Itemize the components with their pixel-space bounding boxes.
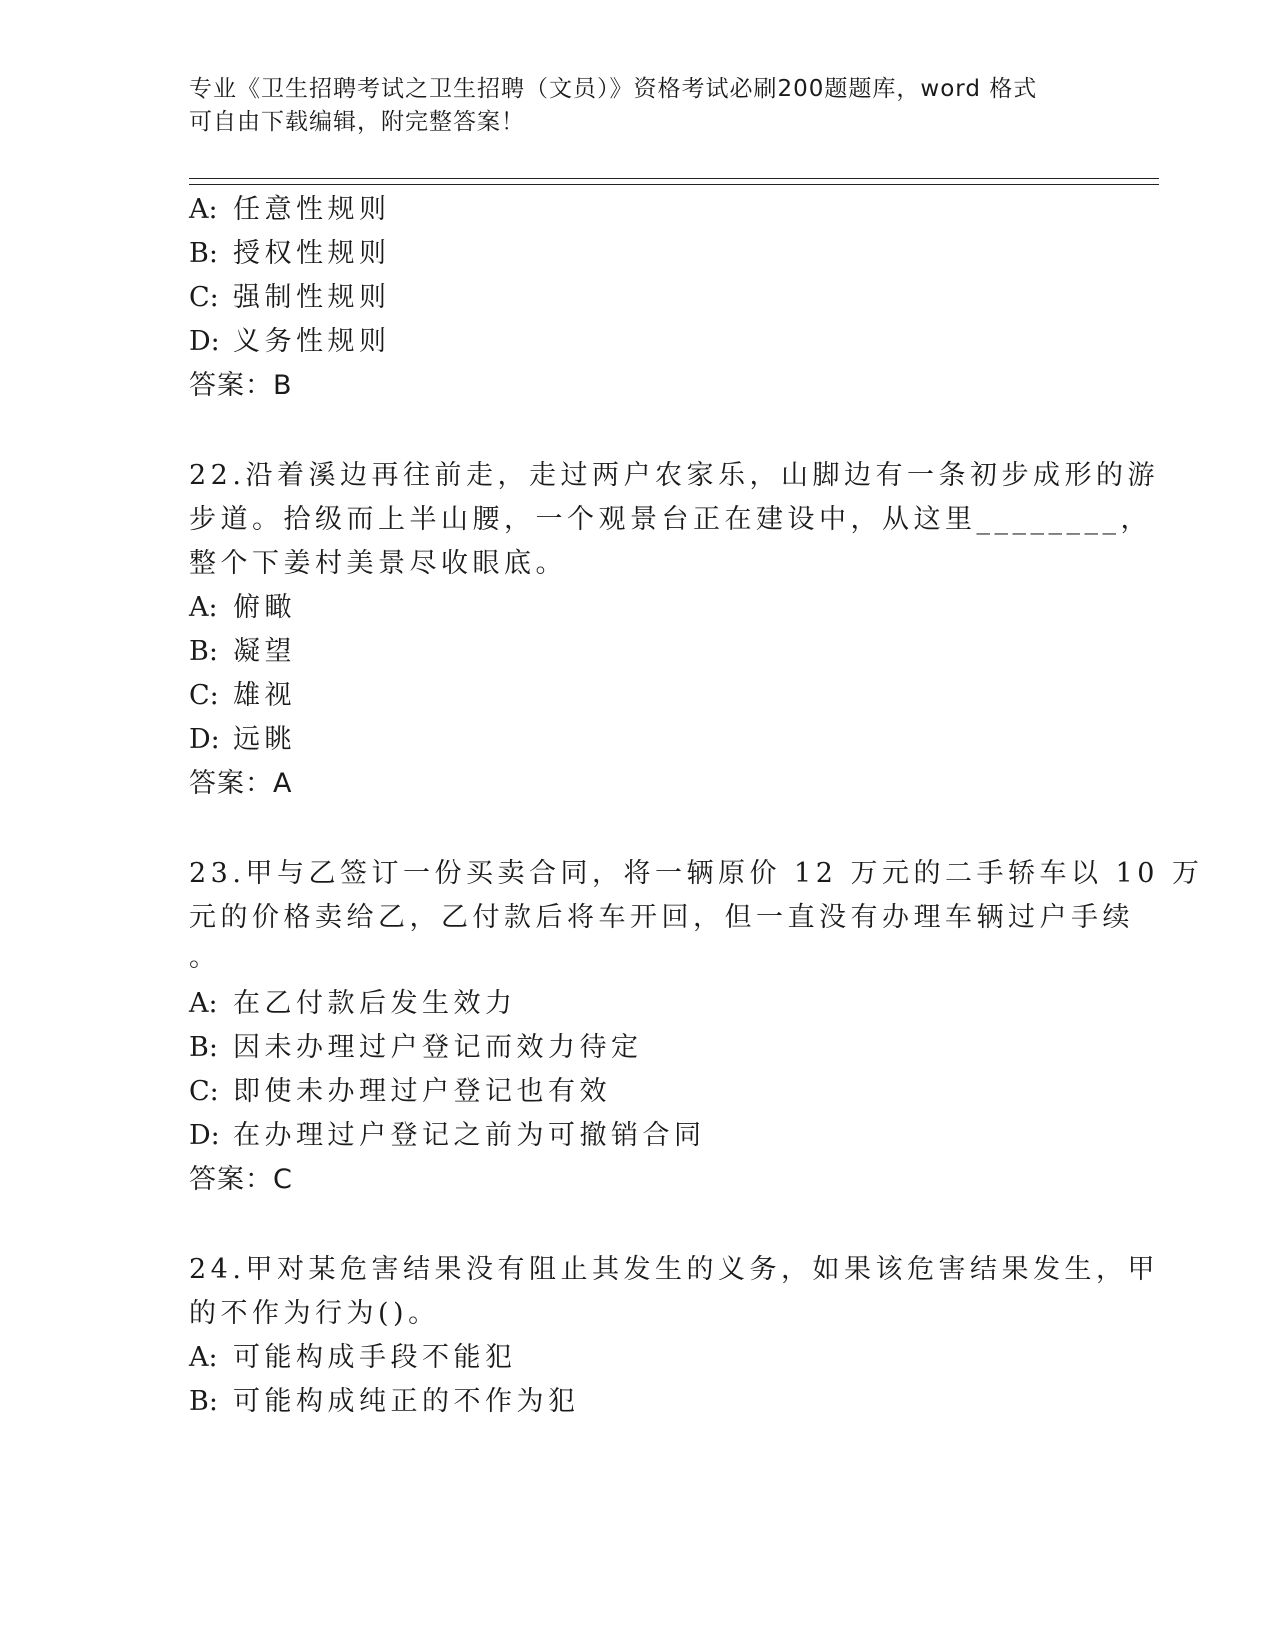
option-text: 雄视: [233, 680, 296, 711]
question-stem-line: 23.甲与乙签订一份买卖合同，将一辆原价 12 万元的二手轿车以 10 万: [189, 858, 1204, 889]
question-stem-line: 的不作为行为()。: [189, 1298, 440, 1329]
option-row: [189, 678, 296, 714]
option-row: [189, 192, 391, 228]
answer-line: 答案：C: [189, 1164, 293, 1195]
option-text: 可能构成纯正的不作为犯: [233, 1386, 580, 1417]
option-letter: A:: [189, 194, 218, 225]
header-divider-top: [189, 178, 1159, 179]
option-text: 凝望: [233, 636, 296, 667]
header-line-1: 专业《卫生招聘考试之卫生招聘（文员）》资格考试必刷200题题库，word 格式: [189, 76, 1038, 102]
option-letter: A:: [189, 592, 218, 623]
option-letter: A:: [189, 1342, 218, 1373]
header-divider-bottom: [189, 184, 1159, 185]
option-letter: A:: [189, 988, 218, 1019]
option-text: 因未办理过户登记而效力待定: [233, 1032, 643, 1063]
header-line-2: 可自由下载编辑，附完整答案！: [189, 109, 525, 135]
option-row: [189, 634, 296, 670]
option-row: [189, 722, 296, 758]
option-row: [189, 1340, 517, 1376]
option-letter: B:: [189, 1386, 218, 1417]
option-text: 在办理过户登记之前为可撤销合同: [233, 1120, 706, 1151]
option-row: [189, 1074, 611, 1110]
question-stem-line: 。: [189, 942, 221, 973]
option-text: 远眺: [233, 724, 296, 755]
option-text: 可能构成手段不能犯: [233, 1342, 517, 1373]
question-stem-line: 22.沿着溪边再往前走，走过两户农家乐，山脚边有一条初步成形的游: [189, 460, 1159, 491]
question-stem-line: 元的价格卖给乙，乙付款后将车开回，但一直没有办理车辆过户手续: [189, 902, 1134, 933]
option-text: 义务性规则: [233, 326, 391, 357]
option-row: [189, 986, 517, 1022]
option-row: [189, 280, 391, 316]
option-row: [189, 590, 296, 626]
question-stem-line: 24.甲对某危害结果没有阻止其发生的义务，如果该危害结果发生，甲: [189, 1254, 1159, 1285]
option-letter: C:: [189, 680, 219, 711]
option-letter: B:: [189, 636, 218, 667]
question-stem-line: 整个下姜村美景尽收眼底。: [189, 548, 567, 579]
option-row: [189, 1030, 643, 1066]
document-header: [189, 73, 1089, 139]
option-letter: D:: [189, 326, 220, 357]
answer-line: 答案：A: [189, 768, 293, 799]
option-row: [189, 1118, 706, 1154]
option-text: 即使未办理过户登记也有效: [233, 1076, 611, 1107]
option-letter: B:: [189, 238, 218, 269]
option-text: 任意性规则: [233, 194, 391, 225]
option-text: 在乙付款后发生效力: [233, 988, 517, 1019]
option-text: 俯瞰: [233, 592, 296, 623]
option-row: [189, 1384, 580, 1420]
option-row: [189, 324, 391, 360]
option-letter: C:: [189, 1076, 219, 1107]
option-letter: D:: [189, 724, 220, 755]
option-text: 强制性规则: [233, 282, 391, 313]
option-letter: B:: [189, 1032, 218, 1063]
option-letter: D:: [189, 1120, 220, 1151]
answer-line: 答案：B: [189, 370, 293, 401]
option-letter: C:: [189, 282, 219, 313]
option-row: [189, 236, 391, 272]
question-stem-line: 步道。拾级而上半山腰，一个观景台正在建设中，从这里________，: [189, 504, 1152, 535]
option-text: 授权性规则: [233, 238, 391, 269]
